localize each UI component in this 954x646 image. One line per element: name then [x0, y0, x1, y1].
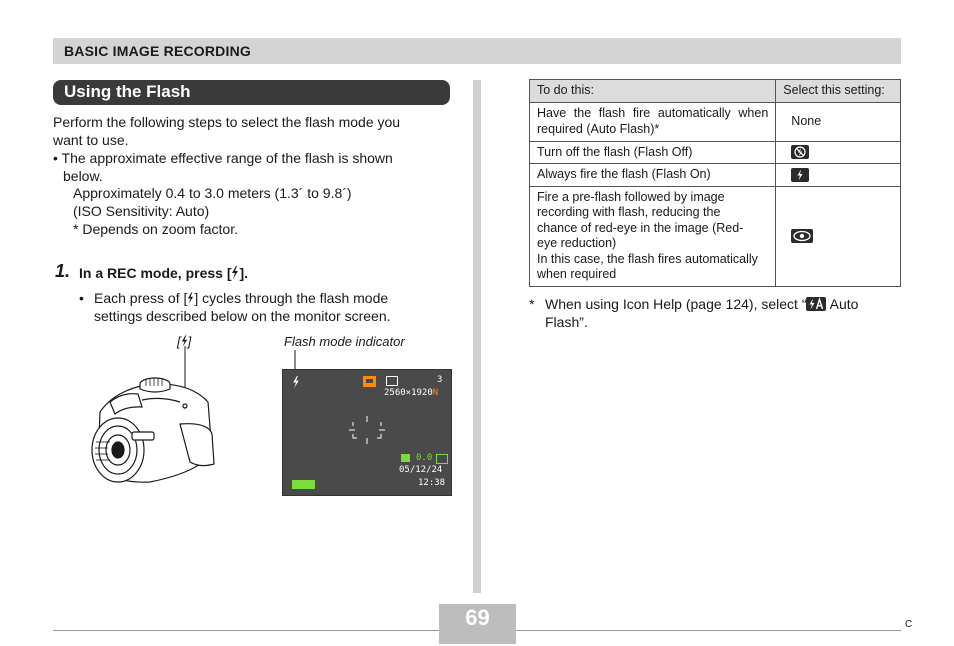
flash-settings-table [529, 79, 901, 287]
red-eye-reduction-icon [791, 229, 813, 243]
quality-icon [386, 376, 398, 386]
table-row [530, 141, 901, 164]
flash-on-icon [791, 168, 809, 182]
ev-value: 0.0 [416, 453, 433, 463]
table-cell-action: Always fire the flash (Flash On) [530, 164, 776, 187]
header-title: BASIC IMAGE RECORDING [64, 43, 251, 59]
iso-note: (ISO Sensitivity: Auto) [73, 203, 210, 219]
step-bullet-dot: • [79, 290, 84, 306]
zoom-note: * Depends on zoom factor. [73, 221, 238, 237]
step-bullet-line1: Each press of [ ] cycles through the flash mode [94, 290, 389, 306]
corner-mark: C [905, 619, 913, 630]
table-cell-action: Have the flash fire automatically when required (Auto Flash)* [530, 102, 776, 141]
table-header-setting: Select this setting: [776, 80, 901, 103]
table-row [530, 186, 901, 286]
step-number: 1. [55, 261, 71, 281]
ev-icon [401, 454, 410, 462]
footnote-line1: When using Icon Help (page 124), select “ Auto [545, 296, 859, 312]
battery-icon [292, 480, 315, 489]
section-title-bar [53, 80, 450, 105]
table-cell-setting [776, 186, 901, 286]
section-title: Using the Flash [64, 82, 191, 101]
page-number: 69 [465, 605, 490, 630]
table-cell-action: Turn off the flash (Flash Off) [530, 141, 776, 164]
table-row [530, 164, 901, 187]
intro-bullet-line1: • The approximate effective range of the flash is shown [53, 150, 393, 166]
focus-frame [349, 416, 385, 444]
step-bullet-line2: settings described below on the monitor screen. [94, 308, 391, 324]
auto-flash-icon [806, 297, 826, 311]
flash-button-label: [ ] [177, 334, 192, 349]
shots-remaining: 3 [437, 375, 443, 385]
table-cell-setting [776, 164, 901, 187]
flash-mode-indicator-label: Flash mode indicator [284, 334, 405, 349]
monitor-screen [282, 369, 452, 496]
image-resolution: 2560×1920N [384, 388, 439, 398]
footnote-star: * [529, 296, 535, 312]
intro-line1: Perform the following steps to select the flash mode you [53, 114, 401, 130]
table-cell-setting [776, 141, 901, 164]
flash-mode-indicator-icon [292, 376, 300, 388]
record-mode-icon [363, 376, 376, 387]
monitor-date: 05/12/24 [399, 465, 443, 475]
monitor-time: 12:38 [418, 478, 446, 488]
table-cell-setting: None [776, 102, 901, 141]
table-header-row [530, 80, 901, 103]
flash-off-icon [791, 145, 809, 159]
intro-bullet-line2: below. [63, 168, 103, 184]
table-header-action: To do this: [530, 80, 776, 103]
camera-illustration [80, 372, 220, 492]
table-cell-action: Fire a pre-flash followed by image recording with flash, reducing the chance of red-eye in the image (Red- eye reduction) In this case, the flash fires automatically when required [530, 186, 776, 286]
step-instruction: In a REC mode, press [ ]. [79, 265, 249, 281]
intro-line2: want to use. [53, 132, 129, 148]
footnote-line2: Flash”. [545, 314, 588, 330]
flash-range: Approximately 0.4 to 3.0 meters (1.3´ to 9.8´) [73, 185, 352, 201]
column-divider [473, 80, 481, 593]
table-row [530, 102, 901, 141]
ev-scale-icon [436, 454, 448, 464]
